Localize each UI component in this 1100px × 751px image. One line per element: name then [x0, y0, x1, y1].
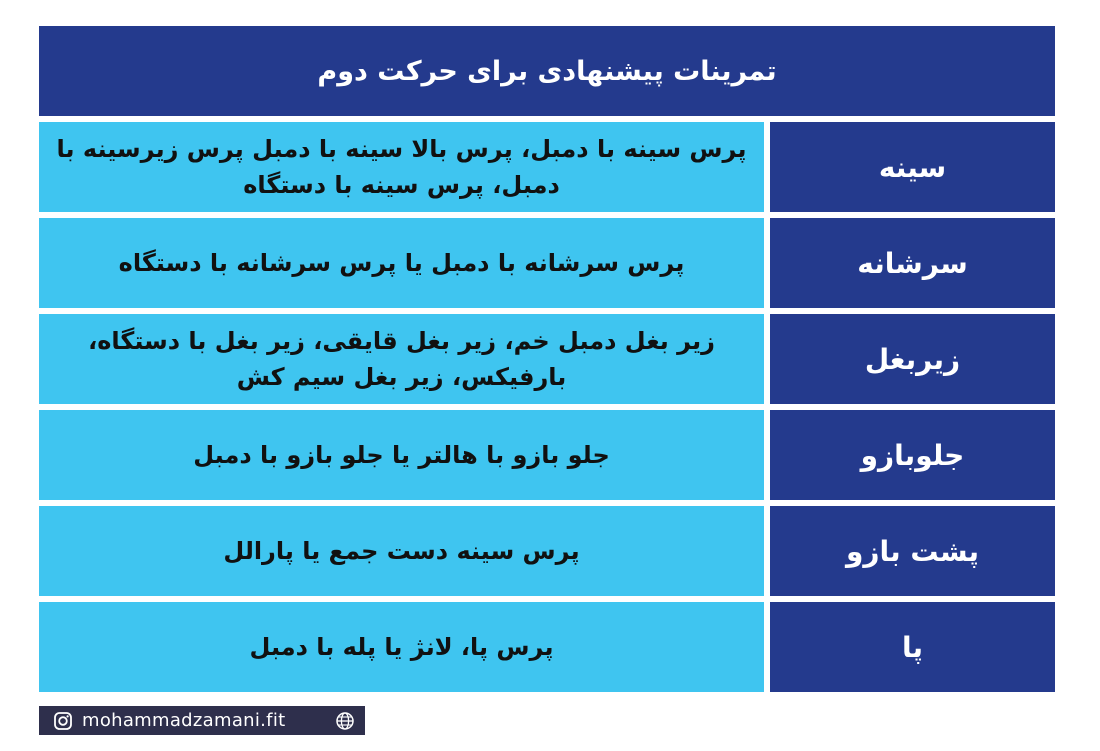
muscle-cell: جلوبازو [770, 410, 1055, 500]
exercises-cell: زیر بغل دمبل خم، زیر بغل قایقی، زیر بغل با دستگاه، بارفیکس، زیر بغل سیم کش [39, 314, 764, 404]
exercises-cell: پرس پا، لانژ یا پله با دمبل [39, 602, 764, 692]
globe-icon [335, 711, 355, 731]
muscle-cell: پشت بازو [770, 506, 1055, 596]
exercises-cell: پرس سینه با دمبل، پرس بالا سینه با دمبل پرس زیرسینه با دمبل، پرس سینه با دستگاه [39, 122, 764, 212]
footer-handle-bar[interactable] [39, 706, 365, 735]
footer-handle-text: mohammadzamani.fit [82, 710, 286, 731]
muscle-cell: زیربغل [770, 314, 1055, 404]
exercises-cell: پرس سینه دست جمع یا پارالل [39, 506, 764, 596]
table-row [39, 122, 1055, 212]
exercises-cell: جلو بازو با هالتر یا جلو بازو با دمبل [39, 410, 764, 500]
table-row [39, 506, 1055, 596]
table-row [39, 314, 1055, 404]
muscle-cell: پا [770, 602, 1055, 692]
table-row [39, 410, 1055, 500]
muscle-cell: سرشانه [770, 218, 1055, 308]
table-row [39, 602, 1055, 692]
exercises-cell: پرس سرشانه با دمبل یا پرس سرشانه با دستگاه [39, 218, 764, 308]
table-row [39, 218, 1055, 308]
table-title: تمرینات پیشنهادی برای حرکت دوم [39, 26, 1055, 116]
instagram-icon [53, 711, 73, 731]
muscle-cell: سینه [770, 122, 1055, 212]
